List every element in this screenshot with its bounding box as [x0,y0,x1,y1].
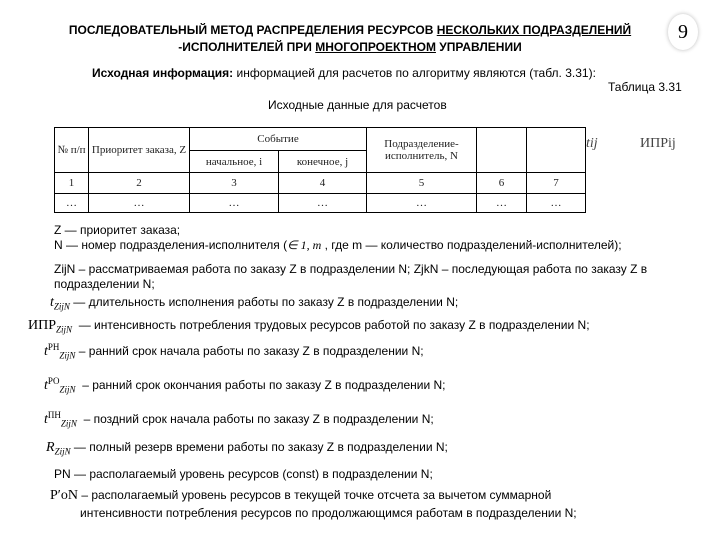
title-text: ПОСЛЕДОВАТЕЛЬНЫЙ МЕТОД РАСПРЕДЕЛЕНИЯ РЕСУРСОВ [68,23,437,37]
header-priority: Приоритет заказа, Z [89,128,190,173]
def-text: — длительность исполнения работы по заказу Z в подразделении N; [73,295,459,309]
def-item [44,342,424,360]
cell: … [279,194,367,213]
def-n-range: ∈ 1, m [287,238,322,252]
header-col6 [477,128,527,173]
page-number: 9 [668,14,698,50]
cell: … [55,194,89,213]
def-text: — полный резерв времени работы по заказу Z в подразделении N; [73,440,448,454]
cell: … [190,194,279,213]
symbol-sub: ZijN [54,446,71,457]
table-label: Таблица 3.31 [608,80,682,94]
symbol-sub: ZijN [60,418,77,429]
cell: 7 [527,173,586,194]
cell: 2 [89,173,190,194]
table-caption: Исходные данные для расчетов [268,98,447,112]
def-z: Z — приоритет заказа; [54,223,181,237]
cell: … [367,194,477,213]
intro-label: Исходная информация: [92,66,234,80]
symbol: ИПР [28,318,57,333]
def-text: – ранний срок окончания работы по заказу Z в подразделении N; [82,378,446,392]
intro-text: информацией для расчетов по алгоритму являются (табл. 3.31): [233,66,596,80]
header-start: начальное, i [190,151,279,173]
symbol: R [46,440,55,455]
symbol: P′oN [50,488,78,503]
cell: … [89,194,190,213]
intro [92,66,596,80]
symbol-sup: ПН [47,410,61,420]
symbol: t [50,295,54,310]
header-event: Событие [190,128,367,151]
cell: 4 [279,173,367,194]
def-pon [50,488,551,504]
ipr-symbol: ИПРij [640,136,676,151]
cell: 1 [55,173,89,194]
def-item [46,440,448,456]
def-zij: ZijN – рассматриваемая работа по заказу Z в подразделении N; ZjkN – последующая работа по заказу Z в подразделении N; [54,262,648,291]
title-text: МНОГОПРОЕКТНОМ [315,40,436,54]
symbol-sub: ZijN [53,301,70,312]
cell: 6 [477,173,527,194]
header-end: конечное, j [279,151,367,173]
cell: … [477,194,527,213]
def-n [54,238,622,253]
cell: 3 [190,173,279,194]
header-unit: Подразделение-исполнитель, N [367,128,477,173]
title-text: НЕСКОЛЬКИХ ПОДРАЗДЕЛЕНИЙ [436,23,632,37]
symbol: t [44,378,48,393]
def-item [50,295,458,311]
symbol: t [44,344,48,359]
title-text: УПРАВЛЕНИИ [435,40,522,54]
def-item [28,318,590,334]
symbol-sub: ZijN [59,350,76,361]
def-text: – поздний срок начала работы по заказу Z в подразделении N; [83,412,434,426]
header-col7 [527,128,586,173]
def-text: – располагаемый уровень ресурсов в текущей точке отсчета за вычетом суммарной [81,488,552,502]
tij-symbol: tij [586,136,598,151]
symbol-sub: ZijN [59,384,76,395]
data-table [54,127,586,213]
symbol: t [44,412,48,427]
symbol-sup: РН [47,342,60,352]
cell: … [527,194,586,213]
def-text: — интенсивность потребления трудовых ресурсов работой по заказу Z в подразделении N; [78,318,590,332]
def-pn: PN — располагаемый уровень ресурсов (const) в подразделении N; [54,467,433,481]
title-text: -ИСПОЛНИТЕЛЕЙ ПРИ [178,40,316,54]
def-text: – ранний срок начала работы по заказу Z в подразделении N; [78,344,424,358]
header-num: № п/п [55,128,89,173]
def-n-text: , где m — количество подразделений-исполнителей); [324,238,622,252]
def-item [44,376,446,394]
def-n-text: N — номер подразделения-исполнителя ( [54,238,288,252]
def-item [44,410,434,428]
symbol-sub: ZijN [56,324,73,335]
slide-title [0,22,700,56]
def-pon-cont: интенсивности потребления ресурсов по продолжающимся работам в подразделении N; [80,506,577,520]
cell: 5 [367,173,477,194]
symbol-sup: РО [47,376,60,386]
